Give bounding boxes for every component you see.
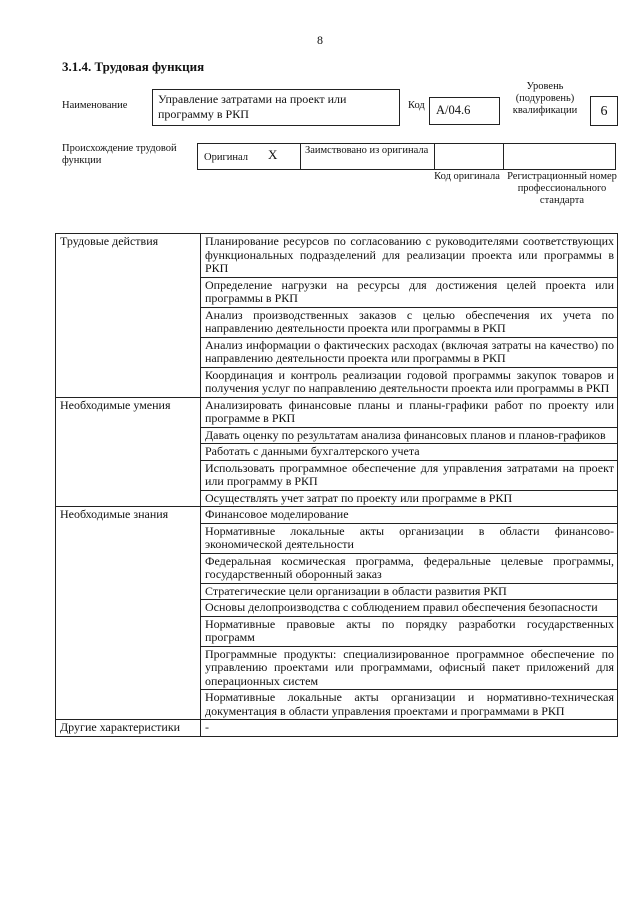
code-label: Код <box>408 100 425 111</box>
origin-label: Происхождение трудовой функции <box>62 143 177 166</box>
function-code-value: A/04.6 <box>429 97 500 125</box>
qualification-level-value: 6 <box>590 96 618 126</box>
origin-row <box>198 143 618 170</box>
original-code-cell <box>434 143 504 170</box>
section-item: Анализировать финансовые планы и планы-графики работ по проекту или программе в РКП <box>201 397 618 427</box>
table-row <box>56 720 618 737</box>
section-item: Работать с данными бухгалтерского учета <box>201 444 618 461</box>
section-item: Планирование ресурсов по согласованию с руководителями соответствующих функциональных подразделений для реализации проекта или программы в РКП <box>201 234 618 278</box>
section-item: Использовать программное обеспечение для управления затратами на проект или программу в РКП <box>201 460 618 490</box>
table-row <box>56 397 618 427</box>
qualification-level-label: Уровень (подуровень) квалификации <box>512 81 578 116</box>
section-item: Анализ производственных заказов с целью обеспечения их учета по направлению деятельности проекта или программы в РКП <box>201 307 618 337</box>
section-label: Другие характеристики <box>56 720 201 737</box>
section-label: Трудовые действия <box>56 234 201 398</box>
section-item: Давать оценку по результатам анализа финансовых планов и планов-графиков <box>201 427 618 444</box>
page-number: 8 <box>317 33 323 47</box>
section-item: Программные продукты: специализированное программное обеспечение по управлению проектами или программами, офисный пакет приложений для операционных систем <box>201 646 618 690</box>
section-title: 3.1.4. Трудовая функция <box>62 59 205 74</box>
registration-number-caption: Регистрационный номер профессионального стандарта <box>507 171 617 206</box>
function-details-table <box>55 233 618 737</box>
function-details-body <box>56 234 618 737</box>
table-row <box>56 507 618 524</box>
section-label: Необходимые знания <box>56 507 201 720</box>
section-item: Нормативные правовые акты по порядку разработки государственных программ <box>201 616 618 646</box>
function-name-value: Управление затратами на проект или программу в РКП <box>152 89 400 126</box>
section-item: Определение нагрузки на ресурсы для достижения целей проекта или программы в РКП <box>201 277 618 307</box>
original-label: Оригинал <box>204 152 248 163</box>
section-item: Осуществлять учет затрат по проекту или программе в РКП <box>201 490 618 507</box>
section-item: - <box>201 720 618 737</box>
section-item: Нормативные локальные акты организации и нормативно-техническая документация в области управления проектами и программами в РКП <box>201 690 618 720</box>
section-item: Стратегические цели организации в области развития РКП <box>201 583 618 600</box>
registration-number-cell <box>503 143 616 170</box>
section-item: Основы делопроизводства с соблюдением правил обеспечения безопасности <box>201 600 618 617</box>
name-label: Наименование <box>62 100 128 111</box>
table-row <box>56 234 618 278</box>
borrowed-cell: Заимствовано из оригинала <box>300 143 435 170</box>
section-item: Федеральная космическая программа, федеральные целевые программы, государственный оборонный заказ <box>201 553 618 583</box>
section-item: Анализ информации о фактических расходах (включая затраты на качество) по направлению деятельности проекта или программы в РКП <box>201 337 618 367</box>
section-label: Необходимые умения <box>56 397 201 507</box>
original-code-caption: Код оригинала <box>434 171 500 182</box>
original-cell <box>197 143 301 170</box>
section-item: Нормативные локальные акты организации в области финансово-экономической деятельности <box>201 523 618 553</box>
section-item: Финансовое моделирование <box>201 507 618 524</box>
original-mark: X <box>268 147 278 162</box>
section-item: Координация и контроль реализации годовой программы закупок товаров и получения услуг по направлению деятельности проекта или программы в РКП <box>201 367 618 397</box>
